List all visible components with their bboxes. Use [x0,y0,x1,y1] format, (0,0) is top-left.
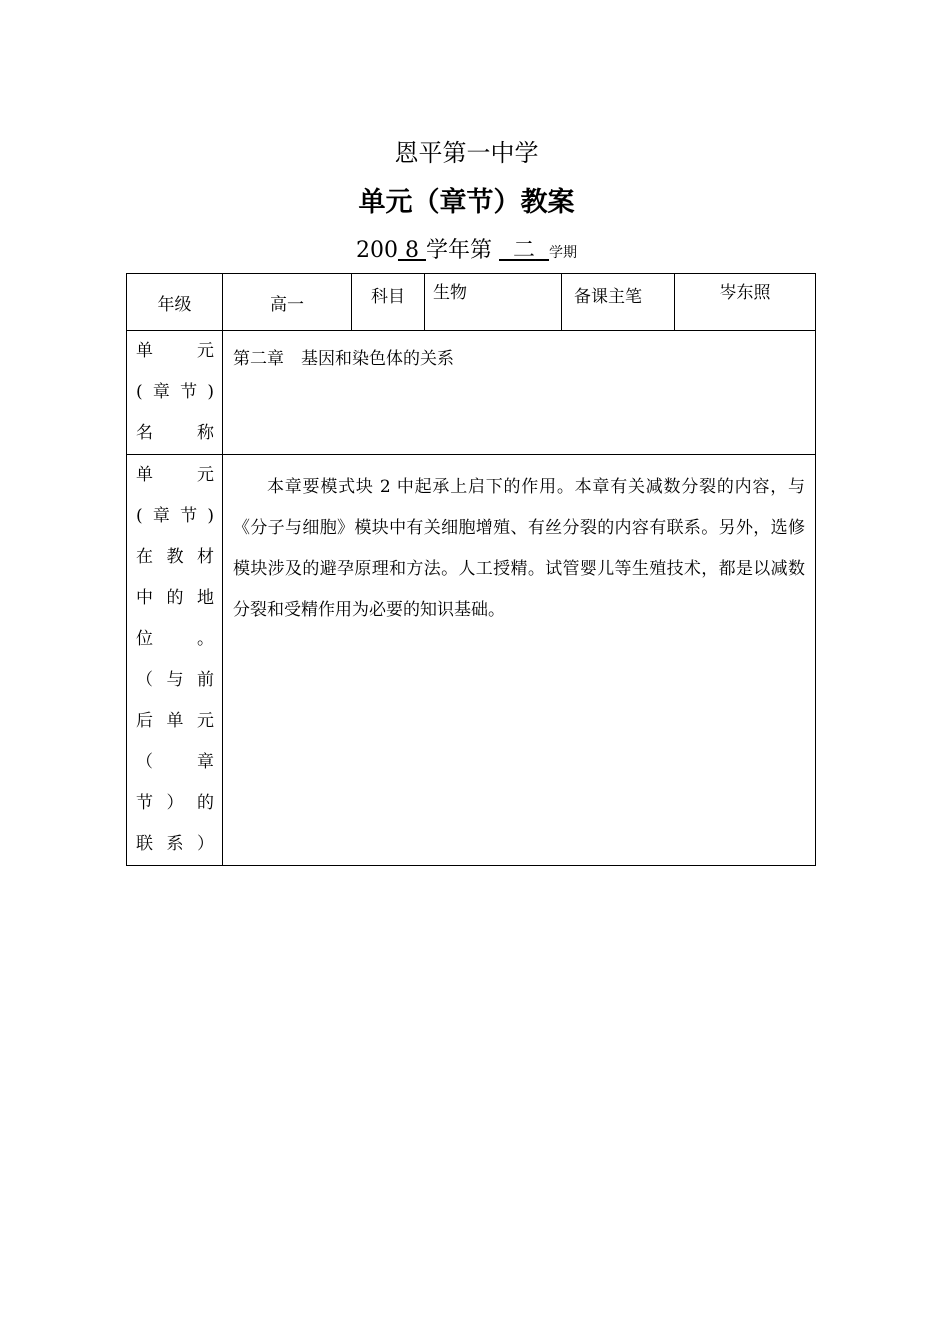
position-text-cell [223,455,816,866]
unit-name-value: 第二章 基因和染色体的关系 [223,331,816,455]
grade-value: 高一 [223,274,352,331]
term-line [0,233,933,264]
unit-name-row [127,331,816,455]
position-text: 本章要模式块 2 中起承上启下的作用。本章有关减数分裂的内容，与《分子与细胞》模块中有关细胞增殖、有丝分裂的内容有联系。另外，选修模块涉及的避孕原理和方法。人工授精。试管婴儿等生殖技术，都是以减数分裂和受精作用为必要的知识基础。 [233,477,805,620]
grade-label: 年级 [127,274,223,331]
lead-label: 备课主笔 [562,274,675,331]
lead-value: 岑东照 [675,274,816,331]
page-title: 单元（章节）教案 [358,187,575,218]
term-number: 二 [513,238,536,263]
term-mid: 学年第 [425,238,492,263]
unit-name-label: 单 元 (章节) 名称 [127,331,223,455]
term-suffix: 学期 [549,245,578,261]
subject-label: 科目 [352,274,425,331]
position-row [127,455,816,866]
school-name: 恩平第一中学 [394,139,539,167]
lesson-plan-table [126,273,816,866]
position-label: 单 元 (章节) 在教材 中的地 位 。 （与前 后单元 （ 章 节）的 联系） [127,455,223,866]
subject-value: 生物 [425,274,562,331]
term-year-digit: 8 [404,238,419,263]
term-prefix: 200 [355,238,398,263]
header-row [127,274,816,331]
